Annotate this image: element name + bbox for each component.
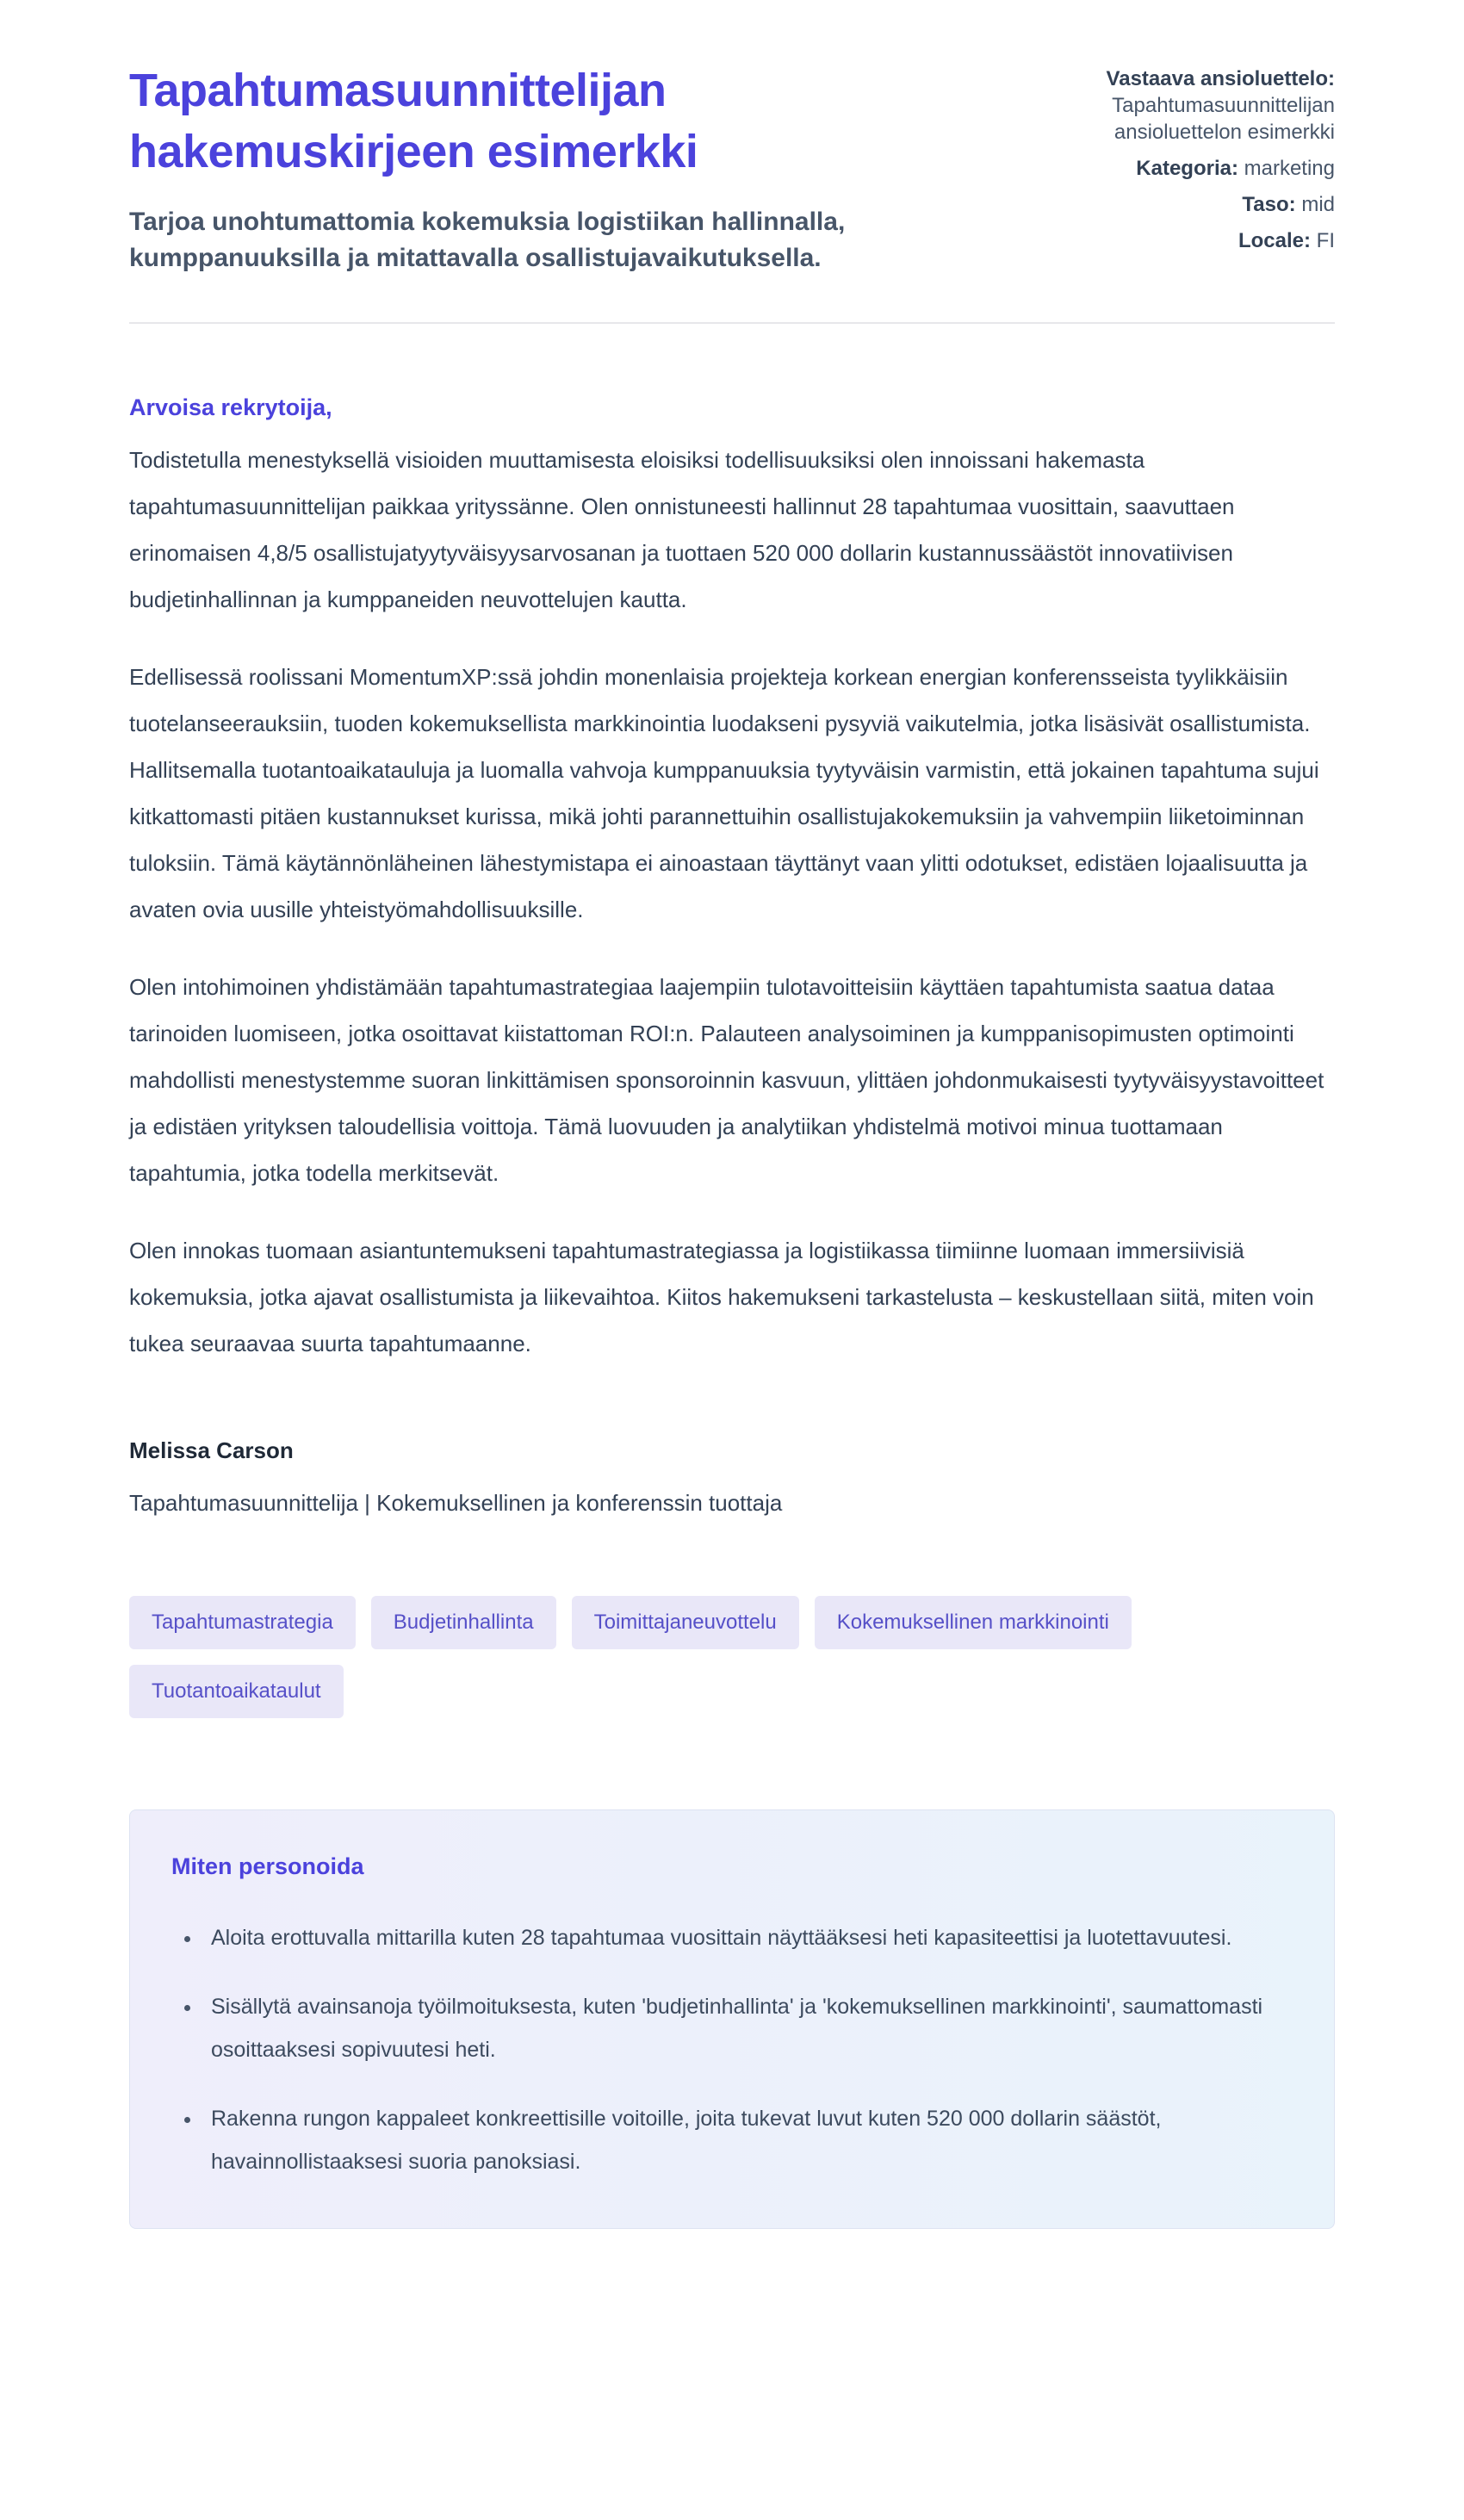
meta-label: Taso: [1242, 193, 1296, 216]
page-title: Tapahtumasuunnittelijan hakemuskirjeen esimerkki [129, 65, 698, 178]
meta-value: Tapahtumasuunnittelijan ansioluettelon esimerkki [1112, 94, 1335, 144]
meta-label: Vastaava ansioluettelo: [1106, 67, 1335, 90]
letter-paragraph: Todistetulla menestyksellä visioiden muuttamisesta eloisiksi todellisuuksiksi olen innoissani hakemasta tapahtumasuunnittelijan paikkaa yrityssänne. Olen onnistuneesti hallinnut 28 tapahtumaa vuosittain, saavuttaen erinomaisen 4,8/5 osallistujatyytyväisyysarvosanan ja tuottaen 520 000 dollarin kustannussäästöt innovatiivisen budjetinhallinnan ja kumppaneiden neuvottelujen kautta. [129, 446, 1235, 612]
letter-paragraph: Edellisessä roolissani MomentumXP:ssä johdin monenlaisia projekteja korkean energian konferensseista tyylikkäisiin tuotelanseerauksiin, tuoden kokemuksellista markkinointia luodakseni pysyviä vaikutelmia, jotka lisäsivät osallistumista. Hallitsemalla tuotantoaikatauluja ja luomalla vahvoja kumppanuuksia tyytyväisin varmistin, että jokainen tapahtuma sujui kitkattomasti pitäen kustannukset kurissa, mikä johti parannettuihin osallistujakokemuksiin ja vahvempiin liiketoiminnan tuloksiin. Tämä käytännönläheinen lähestymistapa ei ainoastaan täyttänyt vaan ylitti odotukset, edistäen lojaalisuutta ja avaten ovia uusille yhteistyömahdollisuuksille. [129, 663, 1319, 922]
letter-paragraph: Olen intohimoinen yhdistämään tapahtumastrategiaa laajempiin tulotavoitteisiin käyttäen tapahtumista saatua dataa tarinoiden luomiseen, jotka osoittavat kiistattoman ROI:n. Palauteen analysoiminen ja kumppanisopimusten optimointi mahdollisti menestystemme suoran linkittämisen sponsoroinnin kasvuun, ylittäen johdonmukaisesti tyytyväisyystavoitteet ja edistäen yrityksen taloudellisia voittoja. Tämä luovuuden ja analytiikan yhdistelmä motivoi minua tuottamaan tapahtumia, jotka todella merkitsevät. [129, 973, 1324, 1186]
meta-item [1064, 65, 1335, 146]
tip-item: • Rakenna rungon kappaleet konkreettisille voitoille, joita tukevat luvut kuten 520 000 dollarin säästöt, havainnollistaaksesi suoria panoksiasi. [202, 2097, 1293, 2183]
skill-tag: Kokemuksellinen markkinointi [815, 1596, 1132, 1649]
skill-tag: Toimittajaneuvottelu [572, 1596, 799, 1649]
letter-paragraph: Olen innokas tuomaan asiantuntemukseni tapahtumastrategiassa ja logistiikassa tiimiinne luomaan immersiivisiä kokemuksia, jotka ajavat osallistumista ja liikevaihtoa. Kiitos hakemukseni tarkastelusta – keskustellaan siitä, miten voin tukea seuraavaa suurta tapahtumaanne. [129, 1237, 1314, 1356]
meta-value: mid [1301, 193, 1335, 216]
page-header [129, 60, 1335, 277]
meta-item [1064, 155, 1335, 182]
meta-item [1064, 191, 1335, 218]
meta-label: Kategoria: [1136, 157, 1238, 180]
tip-item: • Sisällytä avainsanoja työilmoituksesta, kuten 'budjetinhallinta' ja 'kokemuksellinen markkinointi', saumattomasti osoittaaksesi sopivuutesi heti. [202, 1985, 1293, 2071]
meta-item [1064, 227, 1335, 254]
header-title-block [129, 60, 982, 277]
skill-tag: Tapahtumastrategia [129, 1596, 356, 1649]
signature-name: Melissa Carson [129, 1437, 294, 1463]
signature-title: Tapahtumasuunnittelija | Kokemuksellinen ja konferenssin tuottaja [129, 1489, 783, 1516]
skill-tags [129, 1596, 1335, 1718]
letter-greeting: Arvoisa rekrytoija, [129, 394, 332, 420]
tips-heading: Miten personoida [171, 1853, 364, 1879]
page-subtitle: Tarjoa unohtumattomia kokemuksia logistiikan hallinnalla, kumppanuuksilla ja mitattavalla osallistujavaikutuksella. [129, 207, 846, 273]
meta-panel [1064, 60, 1335, 277]
tip-item: • Aloita erottuvalla mittarilla kuten 28 tapahtumaa vuosittain näyttääksesi heti kapasiteettisi ja luotettavuutesi. [202, 1916, 1293, 1959]
meta-value: FI [1316, 229, 1335, 252]
skill-tag: Tuotantoaikataulut [129, 1665, 344, 1718]
personalization-tips-box [129, 1809, 1335, 2229]
skill-tag: Budjetinhallinta [371, 1596, 556, 1649]
letter-body [129, 394, 1335, 1517]
header-divider [129, 322, 1335, 324]
meta-value: marketing [1244, 157, 1335, 180]
tips-list [171, 1916, 1293, 2183]
meta-label: Locale: [1238, 229, 1311, 252]
letter-paragraphs [129, 437, 1335, 1367]
